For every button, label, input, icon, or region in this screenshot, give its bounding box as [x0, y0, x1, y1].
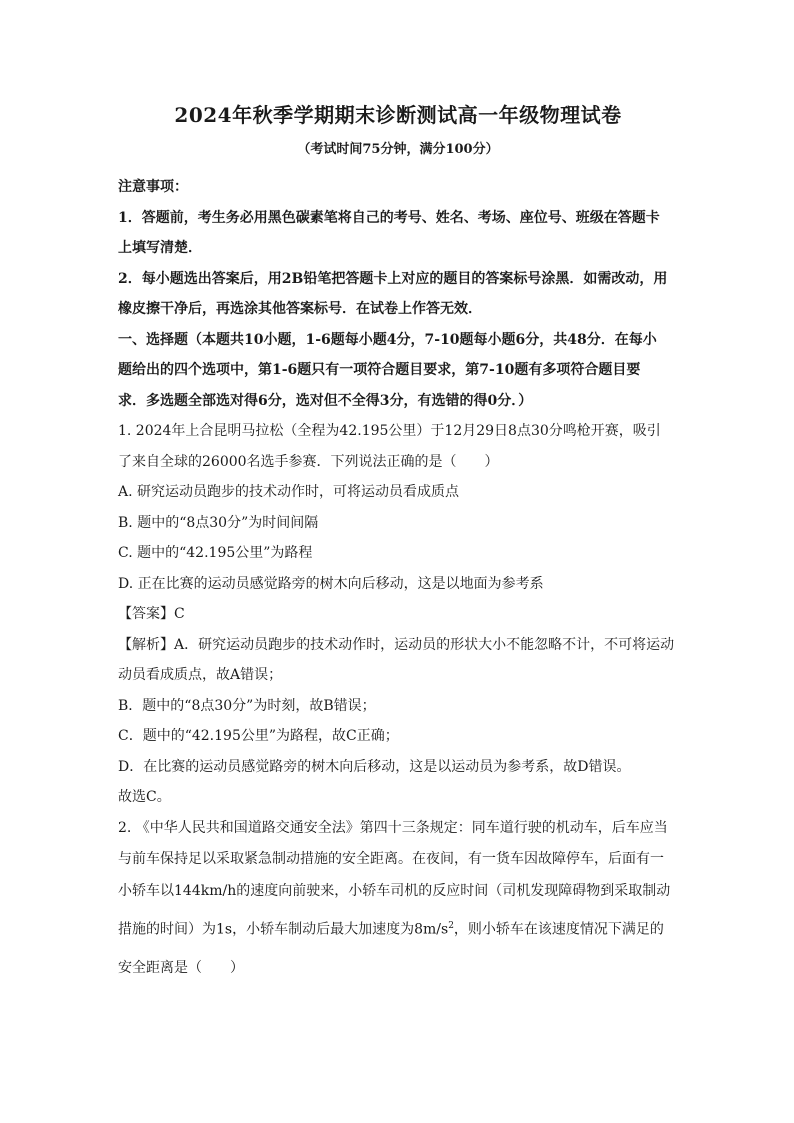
- q1-option-b: B. 题中的“8点30分”为时间间隔: [118, 514, 319, 531]
- notes-heading: 注意事项：: [118, 179, 188, 195]
- q1-stem-line-2: 了来自全球的26000名选手参赛．下列说法正确的是（ ）: [118, 453, 499, 470]
- section-intro-line-3: 求．多选题全部选对得6分，选对但不全得3分，有选错的得0分．）: [118, 392, 533, 409]
- section-intro-line-2: 题给出的四个选项中，第1-6题只有一项符合题目要求，第7-10题有多项符合题目要: [118, 362, 641, 378]
- analysis-text: A．研究运动员跑步的技术动作时，运动员的形状大小不能忽略不计，不可将运动: [174, 636, 675, 653]
- exam-page: [118, 100, 678, 987]
- q2-stem-line-1: 2. 《中华人民共和国道路交通安全法》第四十三条规定：同车道行驶的机动车，后车应当: [118, 819, 668, 836]
- section-intro-line-1: 一、选择题（本题共10小题，1-6题每小题4分，7-10题每小题6分，共48分．在每小: [118, 331, 657, 348]
- page-title: 2024年秋季学期期末诊断测试高一年级物理试卷: [174, 103, 622, 127]
- q1-answer: [118, 599, 678, 630]
- q1-conclusion: 故选C。: [118, 789, 171, 805]
- q1-stem-line-1: 1. 2024年上合昆明马拉松（全程为42.195公里）于12月29日8点30分鸣枪开赛，吸引: [118, 423, 661, 439]
- notes-item-2-line-1: 2．每小题选出答案后，用2B铅笔把答题卡上对应的题目的答案标号涂黑．如需改动，用: [118, 270, 668, 287]
- notes-item-1-line-1: 1．答题前，考生务必用黑色碳素笔将自己的考号、姓名、考场、座位号、班级在答题卡: [118, 209, 660, 226]
- question-2: [118, 813, 678, 987]
- q2-stem-line-5: 安全距离是（ ）: [118, 959, 244, 976]
- exponent: 2: [448, 921, 454, 931]
- q1-analysis-d: D．在比赛的运动员感觉路旁的树木向后移动，这是以运动员为参考系，故D错误。: [118, 758, 631, 775]
- q1-analysis-b: B．题中的“8点30分”为时刻，故B错误；: [118, 697, 376, 714]
- q2-stem-line-2: 与前车保持足以采取紧急制动措施的安全距离。在夜间，有一货车因故障停车，后面有一: [118, 851, 664, 867]
- answer-value: C: [174, 606, 185, 622]
- section-choice-intro: [118, 325, 678, 417]
- q2-stem-line-4-post: ，则小轿车在该速度情况下满足的: [453, 921, 664, 938]
- q1-analysis-line-1: [118, 630, 678, 661]
- q1-option-d: D. 正在比赛的运动员感觉路旁的树木向后移动，这是以地面为参考系: [118, 575, 544, 592]
- q1-option-c: C. 题中的“42.195公里”为路程: [118, 545, 313, 561]
- notes-item-2-line-2: 橡皮擦干净后，再选涂其他答案标号．在试卷上作答无效．: [118, 301, 482, 317]
- q2-stem-line-4: [118, 907, 678, 949]
- answer-tag: 【答案】: [118, 606, 174, 622]
- q2-stem-line-3: 小轿车以144km/h的速度向前驶来，小轿车司机的反应时间（司机发现障碍物到采取制动: [118, 882, 671, 899]
- notes-item-1-line-2: 上填写清楚．: [118, 240, 202, 256]
- q2-stem-line-4-pre: 措施的时间）为1s，小轿车制动后最大加速度为8m/s: [118, 921, 449, 938]
- q1-analysis-line-2: 动员看成质点，故A错误；: [118, 667, 283, 683]
- analysis-tag: 【解析】: [118, 636, 174, 653]
- q1-option-a: A. 研究运动员跑步的技术动作时，可将运动员看成质点: [118, 484, 460, 500]
- q1-analysis-c: C．题中的“42.195公里”为路程，故C正确；: [118, 728, 399, 744]
- notes-section: [118, 172, 678, 325]
- question-1: [118, 416, 678, 813]
- exam-time-note: （考试时间75分钟，满分100分）: [297, 142, 499, 157]
